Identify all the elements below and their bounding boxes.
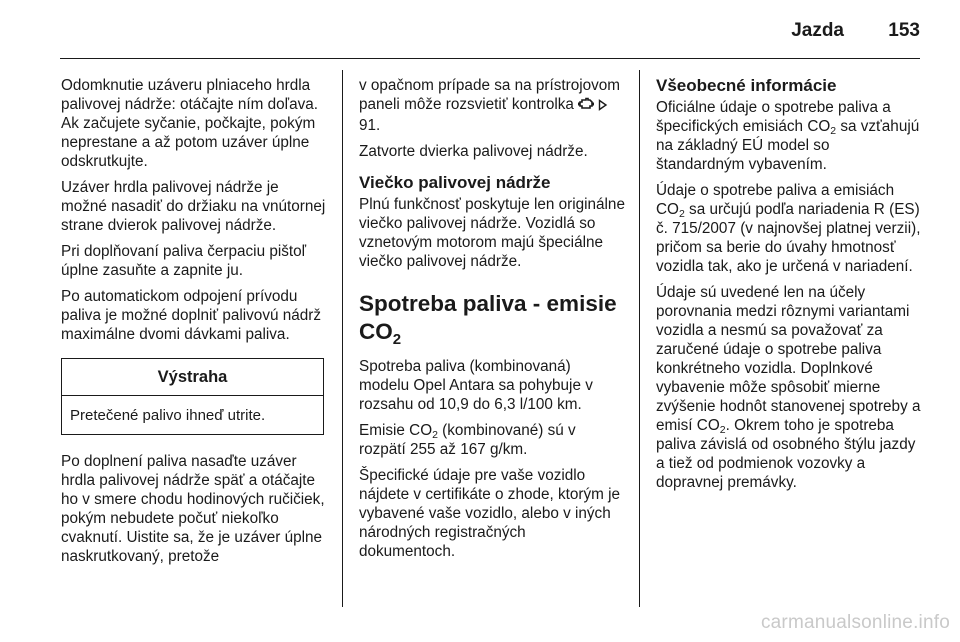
watermark: carmanualsonline.info <box>760 612 950 633</box>
paragraph: Po automatickom odpojení prívodu paliva je možné doplniť palivovú nádrž maximálne dvomi dávkami paliva. <box>61 288 321 343</box>
text-run: sa určujú podľa nariadenia R (ES) č. 715/2007 (v najnovšej platnej verzii), pričom sa berie do úvahy hmotnosť vozidla tak, ako je určená v nariadení. <box>656 201 921 275</box>
paragraph: Odomknutie uzáveru plniaceho hrdla palivovej nádrže: otáčajte ním doľava. Ak začujete syčanie, počkajte, pokým neprestane a až potom uzáver úplne odskrutkujte. <box>61 77 319 170</box>
header-rule <box>60 58 920 59</box>
column-divider <box>639 70 640 607</box>
paragraph <box>656 98 922 174</box>
paragraph: Pri doplňovaní paliva čerpaciu pištoľ úplne zasuňte a zapnite ju. <box>61 243 307 279</box>
paragraph: Spotreba paliva (kombinovaná) modelu Opel Antara sa pohybuje v rozsahu od 10,9 do 6,3 l/100 km. <box>359 358 593 413</box>
paragraph <box>656 283 922 492</box>
paragraph: Plnú funkčnosť poskytuje len originálne viečko palivovej nádrže. Vozidlá so vznetovým motorom majú špeciálne viečko palivovej nádrže. <box>359 196 625 270</box>
subscript: 2 <box>432 429 438 441</box>
warning-box <box>61 358 324 435</box>
paragraph <box>656 181 922 276</box>
text-run: Emisie CO <box>359 422 433 439</box>
paragraph: Zatvorte dvierka palivovej nádrže. <box>359 143 588 160</box>
page-reference: 91. <box>359 117 381 134</box>
column-3 <box>656 76 922 499</box>
section-heading: Všeobecné informácie <box>656 76 837 95</box>
subscript: 2 <box>719 424 726 436</box>
text-run: sa vzťahujú na základný EÚ model so štandardným vybavením. <box>656 118 920 173</box>
page-reference-icon <box>598 97 608 116</box>
paragraph <box>359 421 625 459</box>
chapter-heading <box>359 290 625 346</box>
paragraph <box>359 76 625 135</box>
column-1 <box>61 76 327 573</box>
text-run: Údaje sú uvedené len na účely porovnania medzi rôznymi variantami vozidla a nesmú sa považovať za zaručené údaje o spotrebe paliva konkrétneho vozidla. Doplnkové vybavenie môže spôsobiť mierne zvýšenie hodnôt stanovenej spotreby a emisí CO <box>656 284 921 434</box>
section-heading: Viečko palivovej nádrže <box>359 173 551 192</box>
column-2 <box>359 76 625 568</box>
text-run: Údaje o spotrebe paliva a emisiách CO <box>656 182 895 218</box>
subscript: 2 <box>392 331 402 348</box>
engine-warning-lamp-icon <box>578 97 594 116</box>
subscript: 2 <box>830 125 837 137</box>
paragraph: Uzáver hrdla palivovej nádrže je možné nasadiť do držiaku na vnútornej strane dvierok palivovej nádrže. <box>61 179 326 234</box>
text-run: . Okrem toho je spotreba paliva závislá od osobného štýlu jazdy a tiež od podmienok vozovky a dopravnej premávky. <box>656 417 916 491</box>
subscript: 2 <box>678 208 685 220</box>
paragraph: Po doplnení paliva nasaďte uzáver hrdla palivovej nádrže späť a otáčajte ho v smere chodu hodinových ručičiek, pokým nebudete počuť niekoľko cvaknutí. Uistite sa, že je uzáver úplne naskrutkovaný, pretože <box>61 453 325 565</box>
heading-text: Spotreba paliva - emisie CO <box>359 291 617 344</box>
column-divider <box>342 70 343 607</box>
text-run: (kombinované) sú v rozpätí 255 až 167 g/km. <box>359 422 576 458</box>
page-number: 153 <box>888 20 920 41</box>
running-header-title: Jazda <box>791 20 844 41</box>
warning-title: Výstraha <box>62 359 323 396</box>
text-run: v opačnom prípade sa na prístrojovom paneli môže rozsvietiť kontrolka <box>359 77 621 113</box>
paragraph: Špecifické údaje pre vaše vozidlo nájdete v certifikáte o zhode, ktorým je vybavené vaše vozidlo, alebo v iných národných registračných dokumentoch. <box>359 467 621 560</box>
warning-text: Pretečené palivo ihneď utrite. <box>70 407 266 424</box>
text-run: Oficiálne údaje o spotrebe paliva a špecifických emisiách CO <box>656 99 891 135</box>
